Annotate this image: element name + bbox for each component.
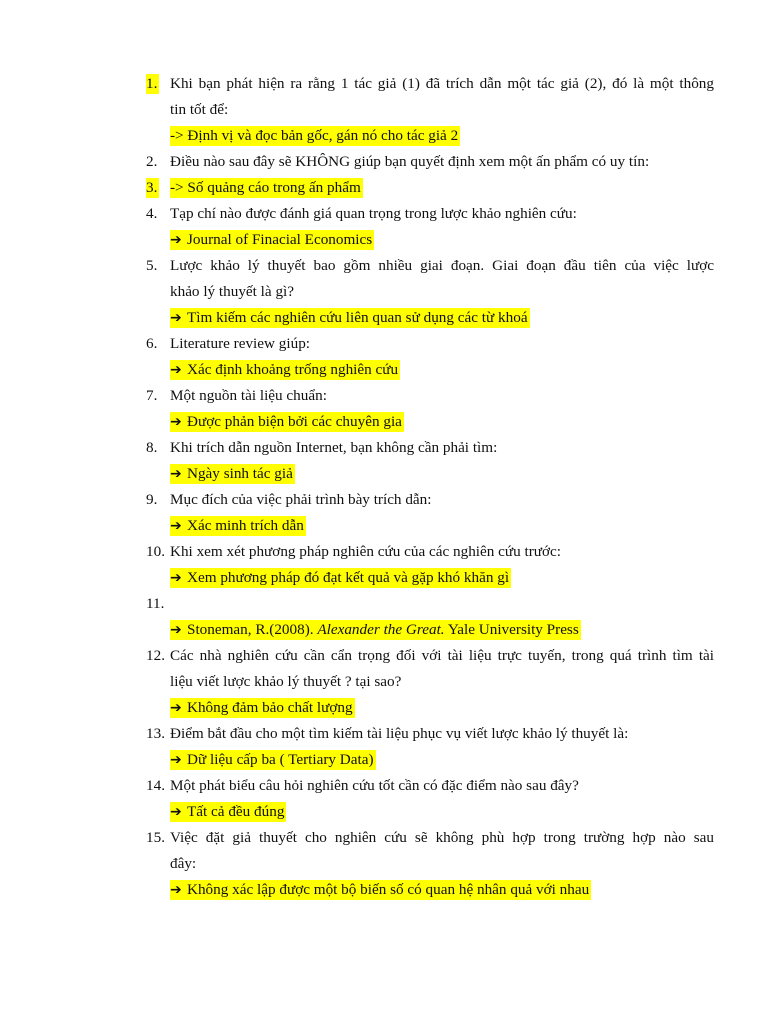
right-arrow-icon: ➔ (170, 804, 182, 820)
question-text: Khi xem xét phương pháp nghiên cứu của các nghiên cứu trước: (170, 543, 562, 560)
question-number: 9. (146, 491, 158, 508)
question-number: 5. (146, 257, 158, 274)
question-text: Literature review giúp: (170, 335, 311, 352)
answer-text: Được phản biện bởi các chuyên gia (187, 413, 402, 430)
answer-text: -> Số quảng cáo trong ấn phẩm (170, 179, 361, 196)
question-number: 7. (146, 387, 158, 404)
answer-text: Xem phương pháp đó đạt kết quả và gặp khó khăn gì (187, 569, 510, 586)
question-number: 3. (146, 179, 158, 196)
question-text: Lược khảo lý thuyết bao gồm nhiều giai đoạn. Giai đoạn đầu tiên của việc lược (170, 257, 714, 274)
question-number: 12. (146, 647, 165, 664)
answer-text: Ngày sinh tác giả (187, 465, 293, 482)
right-arrow-icon: ➔ (170, 752, 182, 768)
answer-text: Xác định khoảng trống nghiên cứu (187, 361, 399, 378)
question-number: 4. (146, 205, 158, 222)
answer-text: Xác minh trích dẫn (187, 517, 304, 534)
answer-text: Tất cả đều đúng (187, 803, 285, 820)
right-arrow-icon: ➔ (170, 466, 182, 482)
answer-line (170, 464, 295, 484)
answer-text: Không xác lập được một bộ biến số có quan hệ nhân quả với nhau (187, 881, 590, 898)
answer-line (170, 880, 591, 900)
answer-line (170, 568, 511, 588)
answer-line (170, 698, 355, 718)
citation-title: Alexander the Great. (317, 621, 445, 638)
answer-line (170, 230, 374, 250)
question-number: 15. (146, 829, 165, 846)
answer-line (170, 412, 404, 432)
question-text: Một nguồn tài liệu chuẩn: (170, 387, 327, 404)
question-text: tin tốt để: (170, 101, 229, 118)
question-number: 11. (146, 595, 165, 612)
question-text: Khi trích dẫn nguồn Internet, bạn không cần phải tìm: (170, 439, 498, 456)
right-arrow-icon: ➔ (170, 882, 182, 898)
answer-line (170, 516, 306, 536)
answer-line (170, 750, 376, 770)
question-text: liệu viết lược khảo lý thuyết ? tại sao? (170, 673, 402, 690)
question-number: 2. (146, 153, 158, 170)
answer-text: Journal of Finacial Economics (187, 231, 373, 248)
citation-publisher: Yale University Press (444, 621, 579, 638)
answer-line (170, 620, 581, 640)
question-number: 6. (146, 335, 158, 352)
question-number: 14. (146, 777, 165, 794)
question-text: Tạp chí nào được đánh giá quan trọng trong lược khảo nghiên cứu: (170, 205, 577, 222)
question-text: Khi bạn phát hiện ra rằng 1 tác giả (1) đã trích dẫn một tác giả (2), đó là một thông (170, 75, 714, 92)
question-text: đây: (170, 855, 197, 872)
citation-author: Stoneman, R.(2008). (187, 621, 318, 638)
question-text: Mục đích của việc phải trình bày trích dẫn: (170, 491, 432, 508)
question-number: 10. (146, 543, 165, 560)
answer-text: -> Định vị và đọc bản gốc, gán nó cho tác giả 2 (170, 127, 459, 144)
right-arrow-icon: ➔ (170, 232, 182, 248)
answer-text: Tìm kiếm các nghiên cứu liên quan sử dụng các từ khoá (187, 309, 528, 326)
answer-text: Dữ liệu cấp ba ( Tertiary Data) (187, 751, 374, 768)
right-arrow-icon: ➔ (170, 310, 182, 326)
answer-line (170, 308, 530, 328)
question-text: Điểm bắt đầu cho một tìm kiếm tài liệu phục vụ viết lược khảo lý thuyết là: (170, 725, 629, 742)
question-text: Điều nào sau đây sẽ KHÔNG giúp bạn quyết định xem một ấn phẩm có uy tín: (170, 153, 650, 170)
question-text: Việc đặt giả thuyết cho nghiên cứu sẽ không phù hợp trong trường hợp nào sau (170, 829, 714, 846)
right-arrow-icon: ➔ (170, 700, 182, 716)
answer-line (170, 802, 286, 822)
answer-text: Không đảm bảo chất lượng (187, 699, 353, 716)
right-arrow-icon: ➔ (170, 570, 182, 586)
question-number: 13. (146, 725, 165, 742)
right-arrow-icon: ➔ (170, 414, 182, 430)
question-text: Các nhà nghiên cứu cần cẩn trọng đối với tài liệu trực tuyến, trong quá trình tìm tài (170, 647, 714, 664)
question-text: Một phát biểu câu hỏi nghiên cứu tốt cần có đặc điểm nào sau đây? (170, 777, 579, 794)
answer-line (170, 360, 400, 380)
right-arrow-icon: ➔ (170, 362, 182, 378)
question-number: 8. (146, 439, 158, 456)
right-arrow-icon: ➔ (170, 518, 182, 534)
right-arrow-icon: ➔ (170, 622, 182, 638)
question-text: khảo lý thuyết là gì? (170, 283, 294, 300)
question-number: 1. (146, 75, 158, 92)
